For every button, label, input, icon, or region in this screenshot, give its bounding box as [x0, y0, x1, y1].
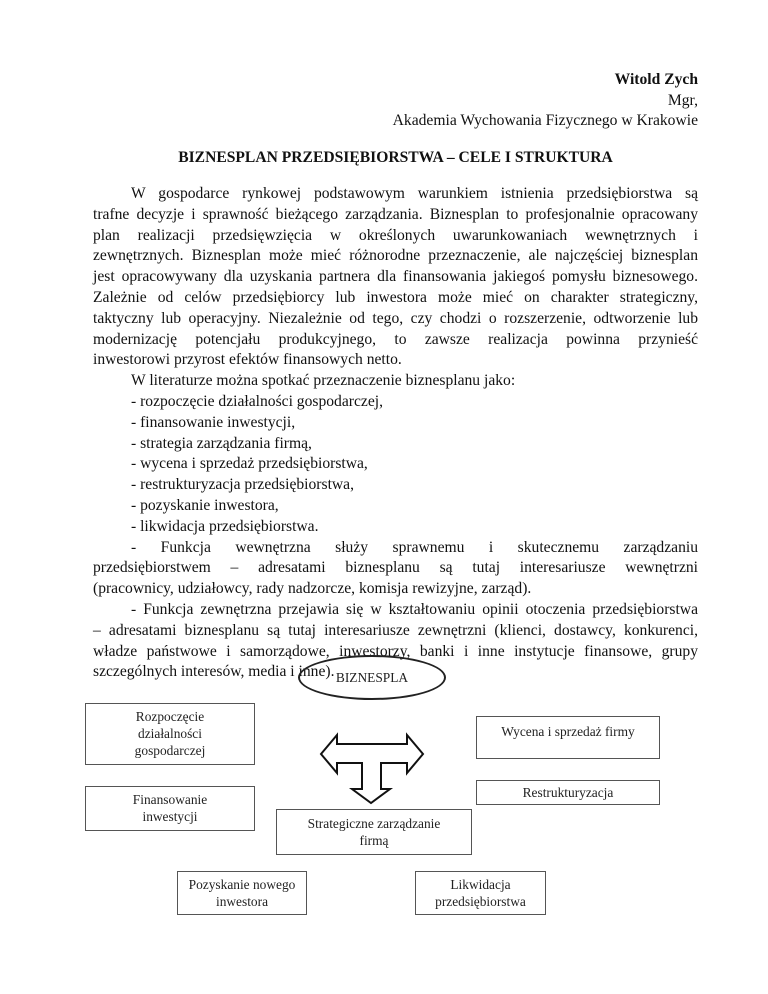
paragraph-line: inwestorowi przyrost efektów finansowych netto.	[93, 351, 402, 369]
document-title: BIZNESPLAN PRZEDSIĘBIORSTWA – CELE I STRUKTURA	[178, 149, 613, 166]
list-item: - restrukturyzacja przedsiębiorstwa,	[131, 476, 354, 494]
author-name: Witold Zych	[614, 71, 698, 88]
paragraph-line: modernizację potencjału produkcyjnego, to zawsze realizacja powinna przynieść	[93, 330, 698, 348]
author-affiliation: Akademia Wychowania Fizycznego w Krakowie	[392, 112, 698, 129]
box-label: Restrukturyzacja	[522, 785, 614, 800]
box-label: gospodarczej	[134, 743, 206, 758]
box-label: Finansowanie	[132, 792, 208, 807]
external-function-line: szczególnych interesów, media i inne).	[93, 663, 335, 681]
box-label: firmą	[359, 833, 389, 848]
list-item: - likwidacja przedsiębiorstwa.	[131, 517, 319, 535]
box-financing	[85, 786, 255, 831]
box-label: przedsiębiorstwa	[435, 894, 526, 909]
box-label: Rozpoczęcie	[135, 709, 205, 724]
box-label: Likwidacja	[450, 877, 511, 892]
paragraph-line: taktyczny lub operacyjny. Niezależnie od tego, czy chodzi o rozszerzenie, odtworzenie lub	[93, 309, 698, 327]
external-function-line: władze państwowe i samorządowe, inwestorzy, banki i inne instytucje finansowe, grupy	[93, 642, 698, 660]
box-strategic-management	[276, 809, 472, 855]
internal-function-line: przedsiębiorstwem – adresatami biznesplanu są tutaj interesariusze wewnętrzni	[93, 559, 698, 577]
box-start-business	[85, 703, 255, 765]
box-new-investor	[177, 871, 307, 915]
diagram-center-label: BIZNESPLA	[335, 669, 409, 685]
box-label: inwestora	[215, 894, 269, 909]
list-item: - strategia zarządzania firmą,	[131, 434, 312, 452]
list-item: - rozpoczęcie działalności gospodarczej,	[131, 392, 383, 410]
list-item: - finansowanie inwestycji,	[131, 413, 296, 431]
paragraph-line: plan realizacji przedsięwzięcia w określonych uwarunkowaniach wewnętrznych i	[93, 226, 698, 244]
box-valuation-sale	[476, 716, 660, 759]
paragraph-line: zewnętrznych. Biznesplan może mieć różnorodne przeznaczenie, ale najczęściej biznesplan	[93, 247, 698, 265]
internal-function-line: - Funkcja wewnętrzna służy sprawnemu i skutecznemu zarządzaniu	[131, 538, 698, 556]
external-function-line: - Funkcja zewnętrzna przejawia się w kształtowaniu opinii otoczenia przedsiębiorstwa	[131, 600, 698, 618]
paragraph-line: Zależnie od celów przedsiębiorcy lub inwestora może mieć on charakter strategiczny,	[93, 288, 698, 306]
document-body	[93, 184, 698, 683]
list-item: - wycena i sprzedaż przedsiębiorstwa,	[131, 455, 368, 473]
list-item: - pozyskanie inwestora,	[131, 496, 279, 514]
paragraph-line: W gospodarce rynkowej podstawowym warunkiem istnienia przedsiębiorstwa są	[131, 185, 698, 202]
box-label: Wycena i sprzedaż firmy	[501, 724, 635, 739]
list-intro: W literaturze można spotkać przeznaczenie biznesplanu jako:	[131, 372, 516, 390]
box-liquidation	[415, 871, 546, 915]
box-label: działalności	[138, 726, 202, 741]
box-label: Strategiczne zarządzanie	[307, 816, 441, 831]
paragraph-line: trafne decyzje i sprawność bieżącego zarządzania. Biznesplan to profesjonalnie opracowany	[93, 205, 698, 223]
t-shaped-three-way-arrow-icon	[318, 732, 426, 806]
paragraph-line: jest opracowywany dla uzyskania partnera dla finansowania jakiegoś pomysłu biznesowego.	[93, 268, 698, 286]
box-restructuring	[476, 780, 660, 805]
box-label: Pozyskanie nowego	[188, 877, 296, 892]
internal-function-line: (pracownicy, udziałowcy, rady nadzorcze, komisja rewizyjne, zarząd).	[93, 580, 532, 598]
box-label: inwestycji	[142, 809, 198, 824]
author-header	[393, 70, 698, 132]
external-function-line: – adresatami biznesplanu są tutaj interesariusze zewnętrzni (klienci, dostawcy, konkurenci,	[93, 621, 698, 639]
author-degree: Mgr,	[667, 91, 698, 109]
